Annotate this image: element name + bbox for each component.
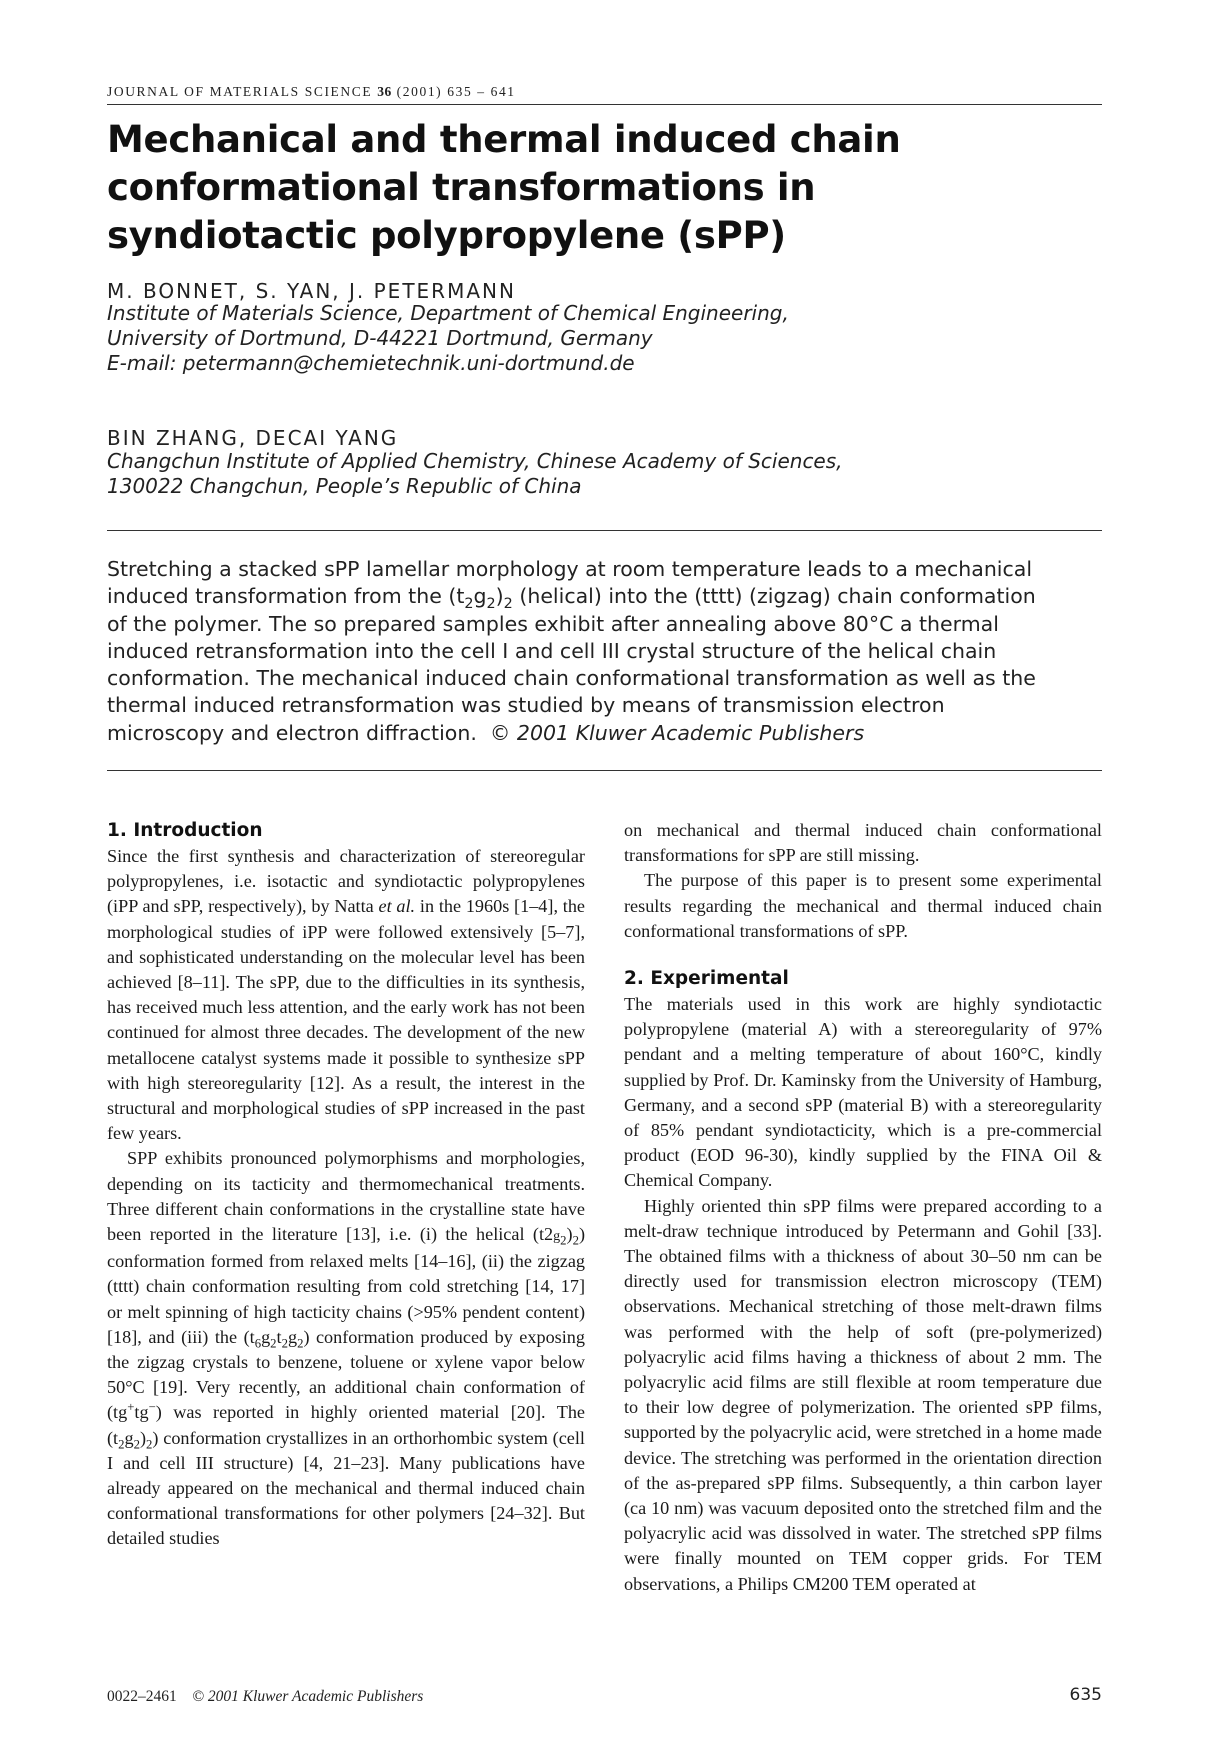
title-line: syndiotactic polypropylene (sPP) bbox=[107, 214, 786, 257]
affiliation-line: University of Dortmund, D-44221 Dortmund, Germany bbox=[107, 326, 653, 350]
abstract-line: induced transformation from the $(t_2g_2)_2$ (helical) into the (tttt) (zigzag) chain conformation bbox=[107, 584, 1036, 613]
paper-title bbox=[107, 116, 1027, 260]
affiliation-line: 130022 Changchun, People’s Republic of China bbox=[107, 474, 582, 498]
affiliation-line: Institute of Materials Science, Department of Chemical Engineering, bbox=[107, 301, 789, 325]
journal-year-pages: (2001) 635 – 641 bbox=[396, 84, 516, 99]
abstract-line: microscopy and electron diffraction. © 2001 Kluwer Academic Publishers bbox=[107, 720, 865, 745]
intro-paragraph-3: on mechanical and thermal induced chain conformational transformations for sPP are still missing. bbox=[624, 820, 1102, 866]
footer-copyright: © 2001 Kluwer Academic Publishers bbox=[192, 1688, 424, 1705]
author-email: E-mail: petermann@chemietechnik.uni-dortmund.de bbox=[107, 351, 635, 375]
abstract bbox=[107, 556, 1107, 747]
experimental-paragraph-1: The materials used in this work are highly syndiotactic polypropylene (material A) with a stereoregularity of 97% pendant and a melting temperature of about 160°C, kindly supplied by Prof. Dr. Kaminsky from the University of Hamburg, Germany, and a second sPP (material B) with a stereoregularity of 85% pendant syndiotacticity, which is a pre-commercial product (EOD 96-30), kindly supplied by the FINA Oil & Chemical Company. bbox=[624, 994, 1102, 1191]
footer-left bbox=[107, 1688, 423, 1706]
page-number: 635 bbox=[1069, 1685, 1102, 1705]
affiliation-1 bbox=[107, 301, 1107, 376]
experimental-paragraph-2: Highly oriented thin sPP films were prepared according to a melt-draw technique introduced by Petermann and Gohil [33]. The obtained films with a thickness of about 30–50 nm can be directly used for transmission electron microscopy (TEM) observations. Mechanical stretching of those melt-drawn films was performed with the help of soft (pre-polymerized) polyacrylic acid films having a thickness of about 2 mm. The polyacrylic acid films are still flexible at room temperature due to their low degree of polymerization. The oriented sPP films, supported by the polyacrylic acid, were stretched in a home made device. The stretching was performed in the orientation direction of the as-prepared sPP films. Subsequently, a thin carbon layer (ca 10 nm) was vacuum deposited onto the stretched film and the polyacrylic acid was dissolved in water. The stretched sPP films were finally mounted on TEM copper grids. For TEM observations, a Philips CM200 TEM operated at bbox=[624, 1195, 1102, 1594]
intro-paragraph-1: Since the first synthesis and characterization of stereoregular polypropylenes, i.e. isotactic and syndiotactic polypropylenes (iPP and sPP, respectively), by Natta et al. in the 1960s [1–4], the morphological studies of iPP were followed extensively [5–7], and sophisticated understanding on the molecular level has been achieved [8–11]. The sPP, due to the difficulties in its synthesis, has received much less attention, and the early work has not been continued for almost three decades. The development of the new metallocene catalyst systems made it possible to synthesize sPP with high stereoregularity [12]. As a result, the interest in the structural and morphological studies of sPP increased in the past few years. bbox=[107, 846, 585, 1144]
section-gap bbox=[624, 944, 1102, 966]
abstract-line: conformation. The mechanical induced chain conformational transformation as well as the bbox=[107, 666, 1036, 691]
abstract-bottom-rule bbox=[107, 770, 1102, 771]
footer-issn: 0022–2461 bbox=[107, 1688, 177, 1705]
abstract-line: thermal induced retransformation was studied by means of transmission electron bbox=[107, 693, 945, 718]
abstract-line: induced retransformation into the cell I and cell III crystal structure of the helical chain bbox=[107, 638, 997, 663]
affiliation-line: Changchun Institute of Applied Chemistry, Chinese Academy of Sciences, bbox=[107, 449, 843, 473]
intro-paragraph-2: SPP exhibits pronounced polymorphisms and morphologies, depending on its tacticity and thermomechanical treatments. Three different chain conformations in the crystalline state have been reported in the literature [13], i.e. (i) the helical $(t2g_2)_2$) conformation formed from relaxed melts [14–16], (ii) the zigzag (tttt) chain conformation resulting from cold stretching [14, 17] or melt spinning of high tacticity chains (>95% pendent content) [18], and (iii) the $(t_6g_2t_2g_2)$ conformation produced by exposing the zigzag crystals to benzene, toluene or xylene vapor below 50°C [19]. Very recently, an additional chain conformation of (tg+tg−) was reported in highly oriented material [20]. The $(t_2g_2)_2$) conformation crystallizes in an orthorhombic system (cell I and cell III structure) [4, 21–23]. Many publications have already appeared on the mechanical and thermal induced chain conformational transformations for other polymers [24–32]. But detailed studies bbox=[107, 1148, 585, 1549]
running-header bbox=[107, 84, 1102, 105]
author-group-2: BIN ZHANG, DECAI YANG bbox=[107, 426, 399, 450]
title-line: conformational transformations in bbox=[107, 166, 816, 209]
journal-volume: 36 bbox=[377, 84, 392, 99]
title-line: Mechanical and thermal induced chain bbox=[107, 118, 901, 161]
author-group-1: M. BONNET, S. YAN, J. PETERMANN bbox=[107, 279, 516, 303]
section-heading-introduction: 1. Introduction bbox=[107, 820, 263, 841]
left-column bbox=[107, 818, 585, 1552]
abstract-line: of the polymer. The so prepared samples exhibit after annealing above 80°C a thermal bbox=[107, 611, 999, 636]
journal-name: JOURNAL OF MATERIALS SCIENCE bbox=[107, 84, 373, 99]
right-column bbox=[624, 818, 1102, 1597]
abstract-top-rule bbox=[107, 530, 1102, 531]
section-heading-experimental: 2. Experimental bbox=[624, 968, 789, 990]
intro-paragraph-4: The purpose of this paper is to present some experimental results regarding the mechanical and thermal induced chain conformational transformations of sPP. bbox=[624, 870, 1102, 941]
abstract-copyright: © 2001 Kluwer Academic Publishers bbox=[489, 720, 865, 745]
affiliation-2 bbox=[107, 449, 1107, 499]
abstract-line: Stretching a stacked sPP lamellar morphology at room temperature leads to a mechanical bbox=[107, 557, 1033, 581]
